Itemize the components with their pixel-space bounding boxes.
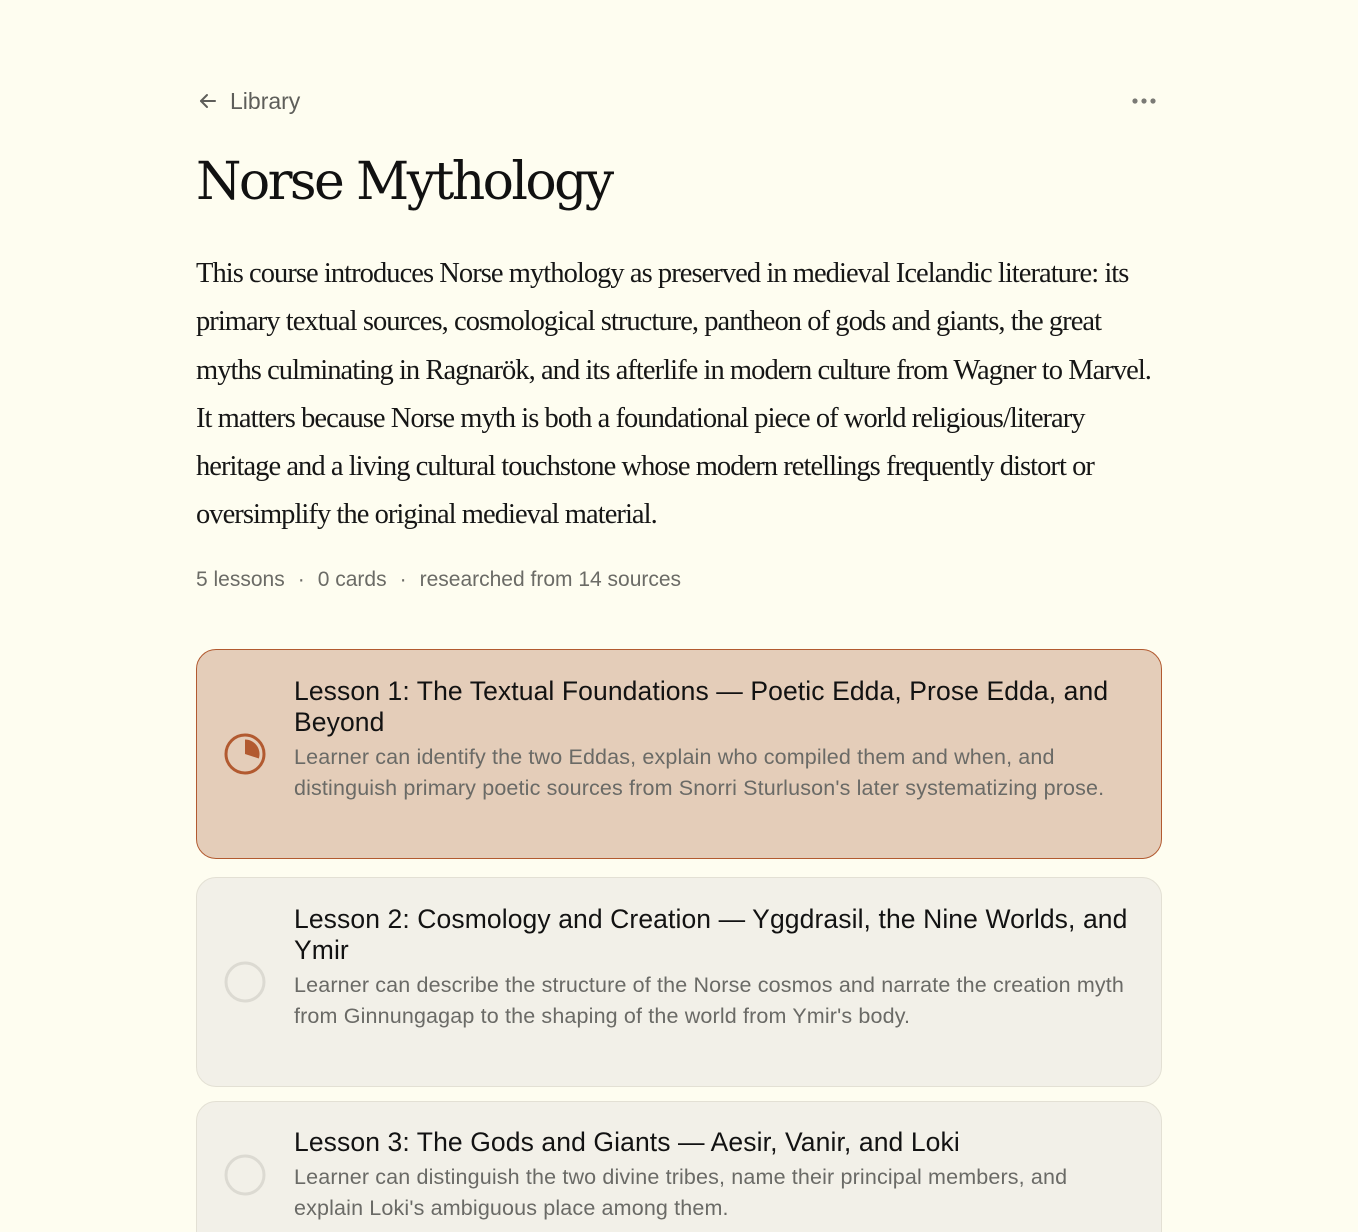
meta-separator: ·: [399, 568, 407, 591]
lesson-not-started-icon: [223, 960, 267, 1004]
top-bar: [196, 84, 1162, 118]
arrow-left-icon: [196, 89, 220, 113]
source-count: researched from 14 sources: [419, 568, 682, 591]
page-title: Norse Mythology: [196, 152, 612, 212]
lesson-description: Learner can identify the two Eddas, explain who compiled them and when, and distinguish primary poetic sources from Snorri Sturluson's later systematizing prose.: [294, 745, 1105, 800]
course-description: This course introduces Norse mythology as preserved in medieval Icelandic literature: its primary textual sources, cosmological structure, pantheon of gods and giants, the great myths culminating in Ragnarök, and its afterlife in modern culture from Wagner to Marvel. It matters because Norse myth is both a foundational piece of world religious/literary heritage and a living cultural touchstone whose modern retellings frequently distort or oversimplify the original medieval material.: [196, 258, 1151, 531]
more-options-button[interactable]: [1126, 88, 1162, 114]
lesson-description: Learner can distinguish the two divine tribes, name their principal members, and explain Loki's ambiguous place among them.: [294, 1165, 1068, 1220]
lesson-not-started-icon: [223, 1153, 267, 1197]
lesson-count: 5 lessons: [196, 568, 285, 591]
meta-separator: ·: [297, 568, 305, 591]
lesson-description: Learner can describe the structure of the Norse cosmos and narrate the creation myth from Ginnungagap to the shaping of the world from Ymir's body.: [294, 973, 1125, 1028]
lesson-progress-icon: [223, 732, 267, 776]
lesson-title: Lesson 2: Cosmology and Creation — Yggdrasil, the Nine Worlds, and Ymir: [294, 904, 1128, 965]
back-link-label: Library: [230, 87, 301, 114]
lesson-title: Lesson 3: The Gods and Giants — Aesir, Vanir, and Loki: [294, 1127, 960, 1157]
more-horizontal-icon: [1131, 92, 1157, 110]
lesson-card-3[interactable]: [196, 1101, 1162, 1232]
lesson-card-1[interactable]: [196, 649, 1162, 859]
lesson-title: Lesson 1: The Textual Foundations — Poetic Edda, Prose Edda, and Beyond: [294, 676, 1109, 737]
back-to-library-link[interactable]: [196, 84, 300, 118]
lesson-card-2[interactable]: [196, 877, 1162, 1087]
course-meta: [196, 568, 681, 592]
card-count: 0 cards: [317, 568, 387, 591]
